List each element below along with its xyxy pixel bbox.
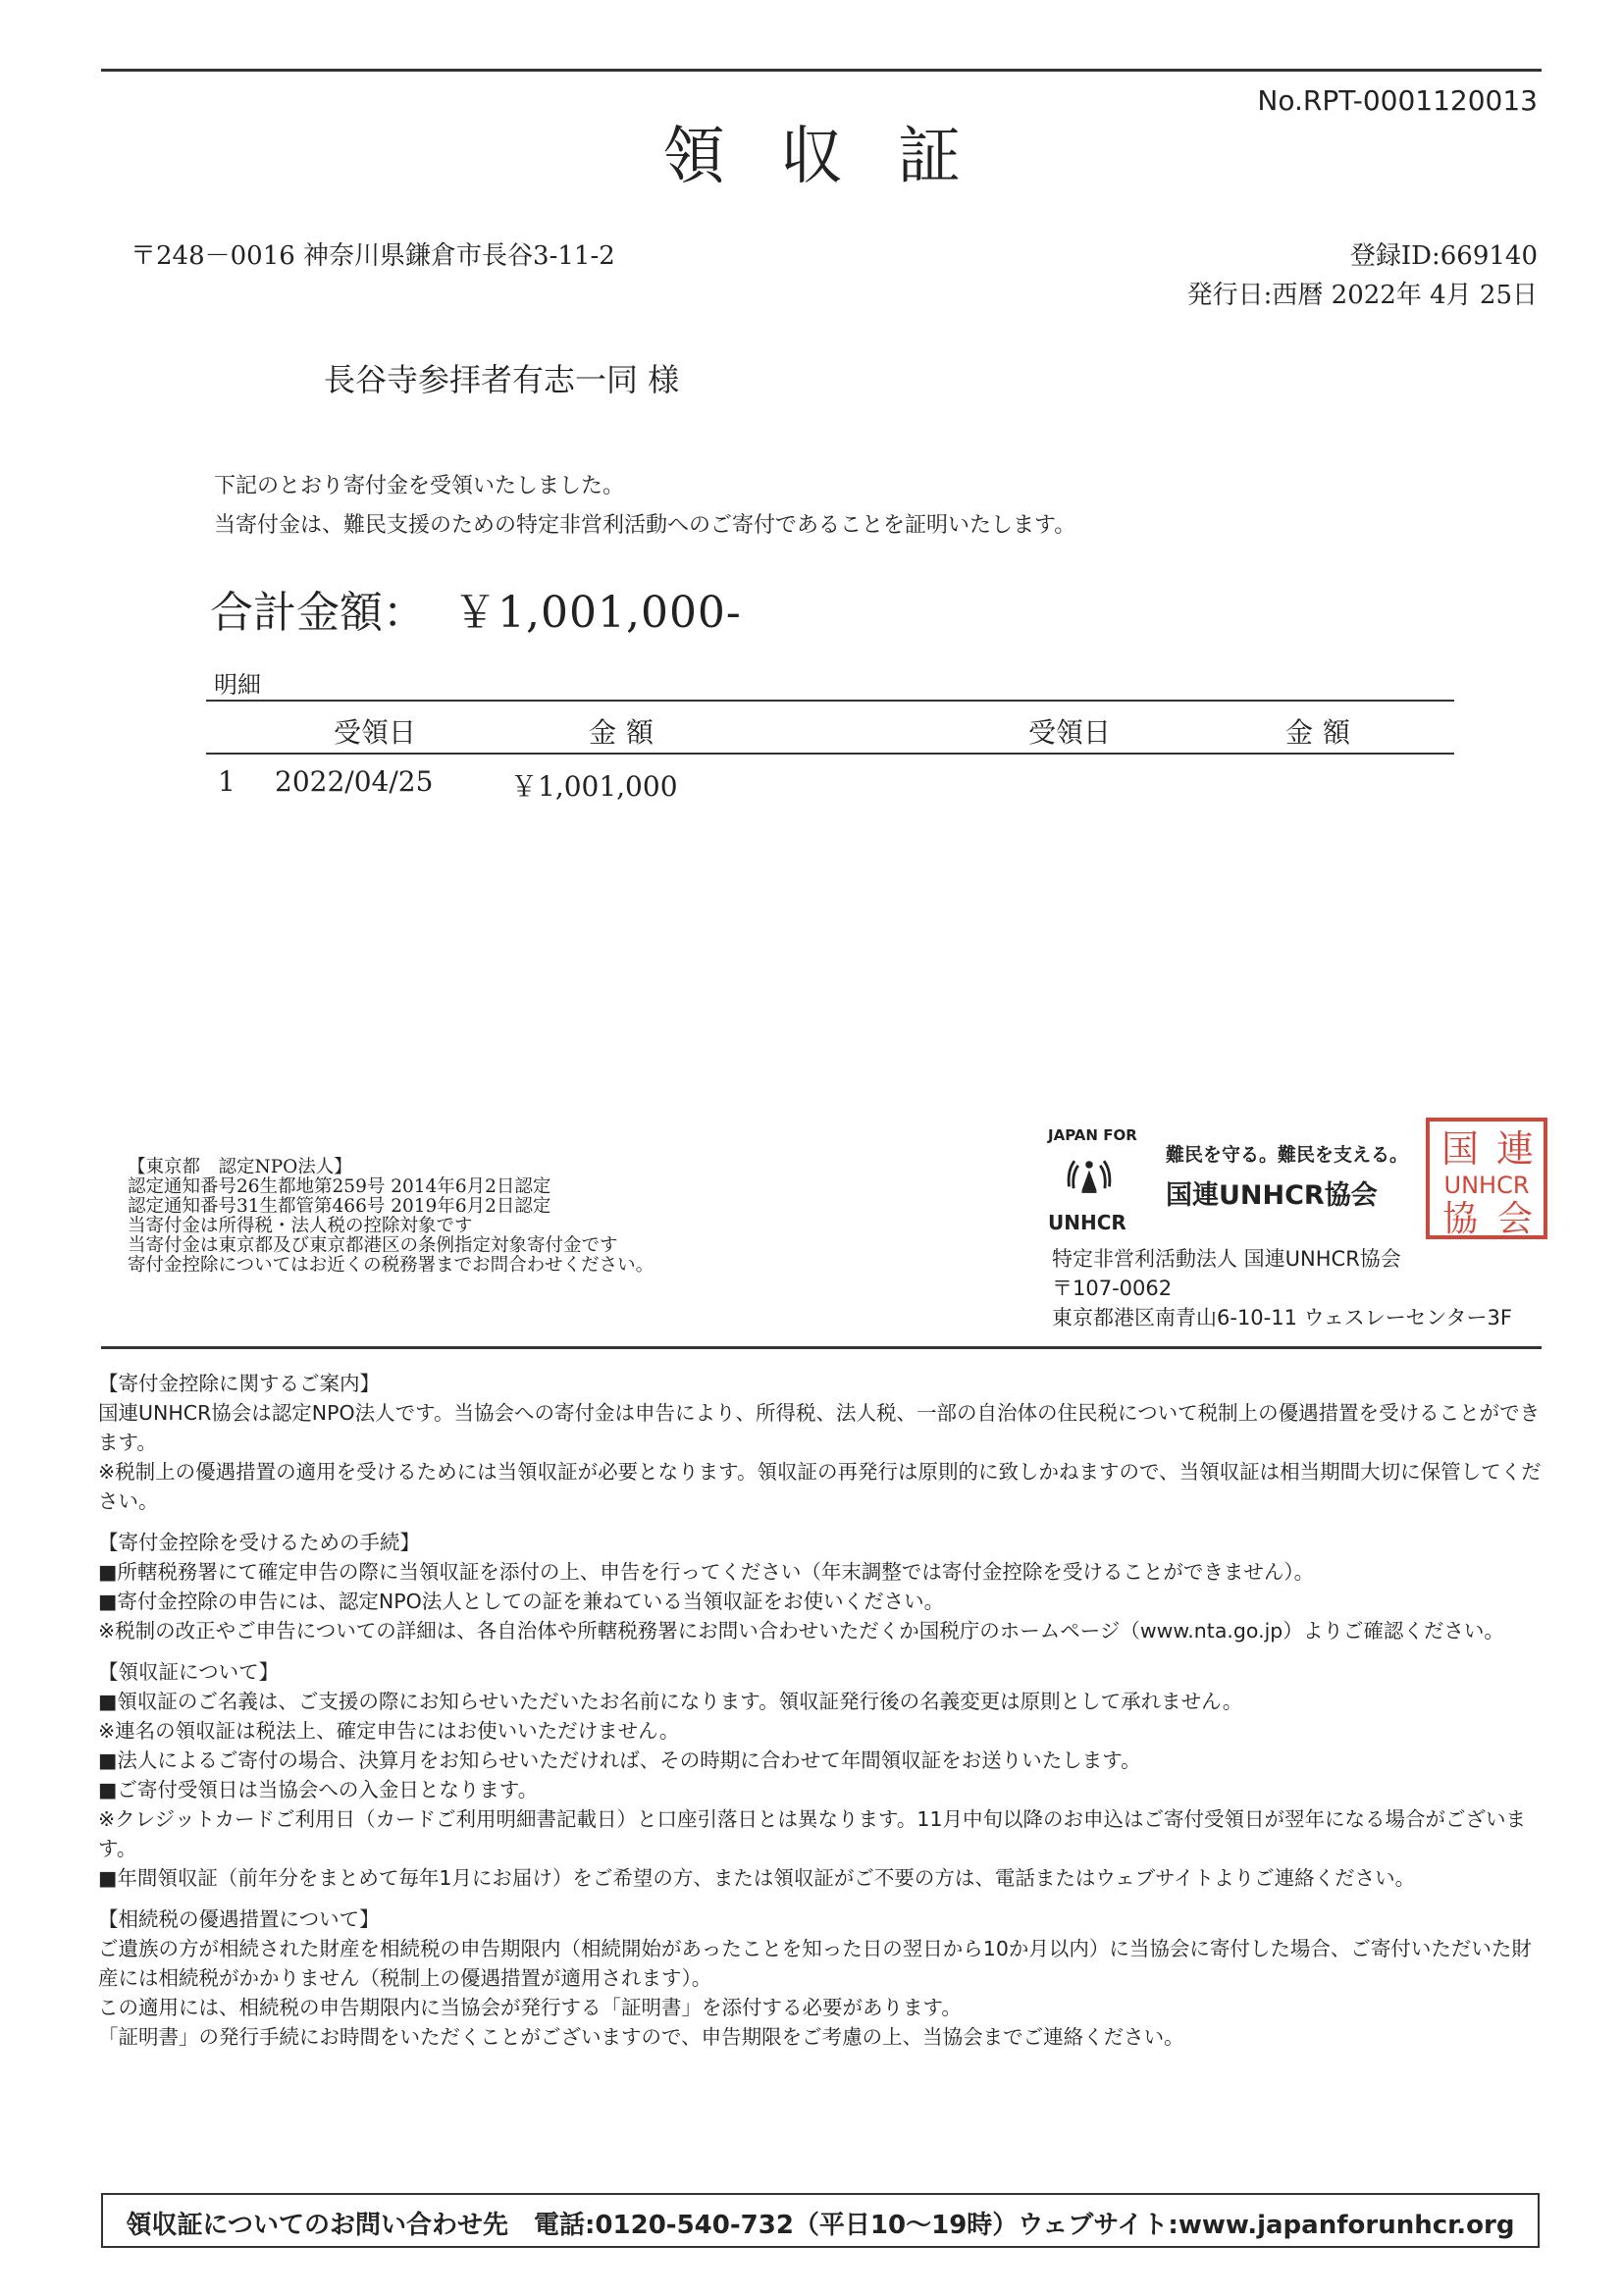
notes-line: ※税制の改正やご申告についての詳細は、各自治体や所轄税務署にお問い合わせいただくか国税庁のホームページ（www.nta.go.jp）よりご確認ください。 bbox=[98, 1619, 1504, 1643]
notes-section-inheritance-tax bbox=[98, 1905, 1550, 2052]
intro-line-1: 下記のとおり寄付金を受領いたしました。 bbox=[214, 474, 625, 498]
logo-text-japan-for: JAPAN FOR bbox=[1048, 1126, 1137, 1144]
svg-text:連: 連 bbox=[1495, 1127, 1535, 1171]
total-amount-row bbox=[210, 577, 742, 640]
notes-heading: 【相続税の優遇措置について】 bbox=[98, 1907, 380, 1931]
notes-heading: 【寄付金控除を受けるための手続】 bbox=[98, 1531, 420, 1554]
column-header-date-2: 受領日 bbox=[1028, 716, 1112, 749]
section-divider bbox=[101, 1346, 1542, 1349]
notes-line: 「証明書」の発行手続にお時間をいただくことがございますので、申告期限をご考慮の上、当協会までご連絡ください。 bbox=[98, 2025, 1184, 2049]
logo-organization-name: 国連UNHCR協会 bbox=[1166, 1180, 1378, 1211]
contact-info: 領収証についてのお問い合わせ先 電話:0120-540-732（平日10～19時）ウェブサイト:www.japanforunhcr.org bbox=[126, 2211, 1515, 2240]
npo-line: 認定通知番号26生都地第259号 2014年6月2日認定 bbox=[128, 1176, 551, 1197]
table-row-amount: ￥1,001,000 bbox=[510, 770, 678, 803]
detail-label: 明細 bbox=[214, 671, 261, 699]
intro-line-2: 当寄付金は、難民支援のための特定非営利活動へのご寄付であることを証明いたします。 bbox=[214, 513, 1076, 538]
npo-line: 当寄付金は所得税・法人税の控除対象です bbox=[128, 1216, 473, 1236]
notes-line: ※クレジットカードご利用日（カードご利用明細書記載日）と口座引落日とは異なります。11月中旬以降のお申込はご寄付受領日が翌年になる場合がございます。 bbox=[98, 1807, 1526, 1860]
issuer-info bbox=[1052, 1244, 1512, 1332]
issuer-name: 特定非営利活動法人 国連UNHCR協会 bbox=[1052, 1247, 1401, 1271]
detail-header-divider bbox=[206, 753, 1454, 755]
column-header-amount: 金額 bbox=[589, 716, 664, 749]
document-number: No.RPT-0001120013 bbox=[1257, 84, 1538, 117]
column-header-amount-2: 金額 bbox=[1285, 716, 1361, 749]
svg-text:国: 国 bbox=[1440, 1127, 1480, 1171]
recipient-address: 〒248－0016 神奈川県鎌倉市長谷3-11-2 bbox=[131, 241, 615, 271]
notes-line: ご遺族の方が相続された財産を相続税の申告期限内（相続開始があったことを知った日の翌日から10か月以内）に当協会に寄付した場合、ご寄付いただいた財産には相続税がかかりません（税制上の優遇措置が適用されます）。 bbox=[98, 1937, 1532, 1990]
notes-section-receipt bbox=[98, 1657, 1550, 1893]
total-amount: ￥1,001,000- bbox=[453, 588, 742, 638]
svg-text:UNHCR: UNHCR bbox=[1443, 1172, 1530, 1199]
notes-line: 国連UNHCR協会は認定NPO法人です。当協会への寄付金は申告により、所得税、法人税、一部の自治体の住民税について税制上の優遇措置を受けることができます。 bbox=[98, 1401, 1541, 1454]
contact-box bbox=[101, 2193, 1540, 2248]
npo-line: 寄付金控除についてはお近くの税務署までお問合わせください。 bbox=[128, 1255, 654, 1276]
notes-line: ■所轄税務署にて確定申告の際に当領収証を添付の上、申告を行ってください（年末調整では寄付金控除を受けることができません）。 bbox=[98, 1560, 1315, 1584]
registration-id: 登録ID:669140 bbox=[1349, 241, 1538, 271]
recipient-name: 長谷寺参拝者有志一同 様 bbox=[324, 361, 680, 398]
detail-divider bbox=[206, 700, 1454, 702]
official-seal-stamp bbox=[1425, 1117, 1548, 1240]
npo-line: 【東京都 認定NPO法人】 bbox=[128, 1157, 352, 1177]
table-row-date: 2022/04/25 bbox=[275, 765, 434, 798]
unhcr-emblem-icon bbox=[1062, 1150, 1117, 1205]
notes-heading: 【寄付金控除に関するご案内】 bbox=[98, 1372, 380, 1395]
guidance-notes bbox=[98, 1369, 1550, 2063]
notes-line: ※連名の領収証は税法上、確定申告にはお使いいただけません。 bbox=[98, 1719, 680, 1743]
notes-line: ■領収証のご名義は、ご支援の際にお知らせいただいたお名前になります。領収証発行後の名義変更は原則として承れません。 bbox=[98, 1690, 1243, 1713]
issuer-address: 東京都港区南青山6-10-11 ウェスレーセンター3F bbox=[1052, 1306, 1512, 1330]
issuer-postal-code: 〒107-0062 bbox=[1052, 1277, 1173, 1300]
notes-section-tax-deduction bbox=[98, 1369, 1550, 1516]
document-title: 領収証 bbox=[662, 121, 1016, 193]
total-label: 合計金額： bbox=[210, 588, 426, 638]
notes-section-procedure bbox=[98, 1528, 1550, 1645]
table-row-index: 1 bbox=[218, 765, 236, 798]
top-rule bbox=[101, 69, 1542, 72]
issue-date: 発行日:西暦 2022年 4月 25日 bbox=[1186, 281, 1538, 310]
npo-line: 認定通知番号31生都管第466号 2019年6月2日認定 bbox=[128, 1196, 551, 1217]
notes-line: ■法人によるご寄付の場合、決算月をお知らせいただければ、その時期に合わせて年間領収証をお送りいたします。 bbox=[98, 1748, 1141, 1772]
npo-certification-info bbox=[128, 1158, 654, 1276]
notes-line: この適用には、相続税の申告期限内に当協会が発行する「証明書」を添付する必要があります。 bbox=[98, 1996, 962, 2019]
notes-line: ※税制上の優遇措置の適用を受けるためには当領収証が必要となります。領収証の再発行は原則的に致しかねますので、当領収証は相当期間大切に保管してください。 bbox=[98, 1460, 1542, 1513]
logo-text-unhcr: UNHCR bbox=[1048, 1211, 1126, 1234]
logo-slogan: 難民を守る。難民を支える。 bbox=[1166, 1144, 1409, 1166]
svg-text:会: 会 bbox=[1496, 1199, 1534, 1239]
npo-line: 当寄付金は東京都及び東京都港区の条例指定対象寄付金です bbox=[128, 1235, 618, 1256]
notes-line: ■ご寄付受領日は当協会への入金日となります。 bbox=[98, 1778, 539, 1801]
notes-heading: 【領収証について】 bbox=[98, 1660, 280, 1684]
column-header-date: 受領日 bbox=[334, 716, 417, 749]
svg-text:協: 協 bbox=[1441, 1199, 1479, 1239]
notes-line: ■年間領収証（前年分をまとめて毎年1月にお届け）をご希望の方、または領収証がご不要の方は、電話またはウェブサイトよりご連絡ください。 bbox=[98, 1866, 1416, 1890]
notes-line: ■寄付金控除の申告には、認定NPO法人としての証を兼ねている当領収証をお使いください。 bbox=[98, 1590, 945, 1613]
